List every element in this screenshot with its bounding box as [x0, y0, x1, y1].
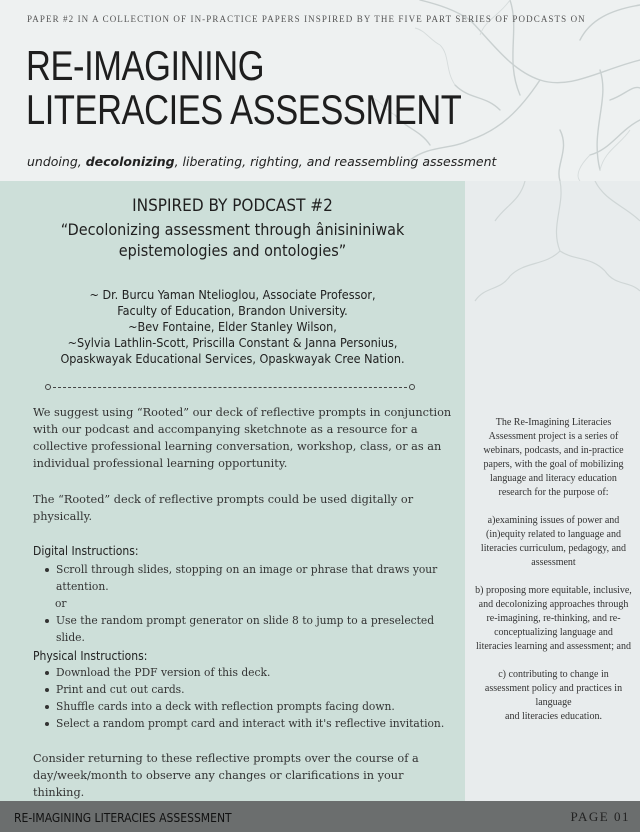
page-title: [26, 44, 461, 132]
author-line: ~Bev Fontaine, Elder Stanley Wilson,: [128, 319, 337, 334]
subtitle-bold: decolonizing: [85, 154, 175, 169]
project-description: [475, 416, 632, 738]
intro-paragraph: We suggest using “Rooted” our deck of reflective prompts in conjunction with our podcast and accompanying sketchnote as a resource for a collective professional learning conversation, workshop, class, or as an individual professional learning opportunity.: [33, 406, 452, 470]
closing-paragraph: Consider returning to these reflective prompts over the course of a day/week/month to observe any changes or clarifications in your thinking.: [33, 752, 419, 799]
project-goal-b: b) proposing more equitable, inclusive, and decolonizing approaches through re-imagining, re-thinking, and re-conceptualizing language and literacies learning and assessment; and: [475, 585, 632, 652]
title-line-2: LITERACIES ASSESSMENT: [26, 86, 462, 133]
digital-instructions-heading: Digital Instructions:: [33, 544, 139, 558]
subtitle-before: undoing,: [27, 154, 86, 169]
divider-end-dot-left: [45, 384, 51, 390]
inspired-by-heading: INSPIRED BY PODCAST #2: [132, 196, 333, 216]
dashed-divider: [48, 387, 412, 388]
authors-block: [0, 287, 465, 367]
series-description: PAPER #2 IN A COLLECTION OF IN-PRACTICE PAPERS INSPIRED BY THE FIVE PART SERIES OF PODCASTS ON: [27, 14, 586, 24]
list-item: Print and cut out cards.: [45, 681, 455, 698]
physical-instructions-list: [45, 664, 455, 732]
subtitle-after: , liberating, righting, and reassembling assessment: [174, 154, 497, 169]
divider-end-dot-right: [409, 384, 415, 390]
subtitle: [27, 154, 496, 169]
author-line: ~ Dr. Burcu Yaman Ntelioglou, Associate Professor,: [89, 287, 376, 302]
tree-branches-continuation: [465, 181, 640, 341]
author-line: ~Sylvia Lathlin-Scott, Priscilla Constant & Janna Personius,: [67, 335, 398, 350]
list-item: Select a random prompt card and interact with it's reflective invitation.: [45, 715, 455, 732]
podcast-title: [0, 219, 465, 261]
list-item: Scroll through slides, stopping on an image or phrase that draws your attention.: [45, 561, 455, 595]
project-intro: The Re-Imagining Literacies Assessment project is a series of webinars, podcasts, and in-practice papers, with the goal of mobilizing language and literacy education research for the purpose of:: [483, 417, 624, 498]
usage-paragraph: The “Rooted” deck of reflective prompts could be used digitally or physically.: [33, 493, 414, 523]
author-line: Faculty of Education, Brandon University.: [117, 303, 348, 318]
page-number: PAGE 01: [570, 809, 630, 824]
project-goal-c-line-2: and literacies education.: [505, 711, 602, 722]
author-line: Opaskwayak Educational Services, Opaskwayak Cree Nation.: [60, 351, 405, 366]
header-banner: [0, 0, 640, 181]
podcast-title-line-1: “Decolonizing assessment through ânisininiwak: [60, 220, 405, 239]
list-item: Use the random prompt generator on slide 8 to jump to a preselected slide.: [45, 612, 455, 646]
or-separator: or: [55, 597, 67, 610]
podcast-title-line-2: epistemologies and ontologies”: [118, 241, 347, 260]
project-goal-c: [475, 668, 632, 724]
footer-title: RE-IMAGINING LITERACIES ASSESSMENT: [14, 811, 232, 825]
title-line-1: RE-IMAGINING: [26, 42, 265, 89]
digital-instructions-list: [45, 561, 455, 646]
list-item: Download the PDF version of this deck.: [45, 664, 455, 681]
physical-instructions-heading: Physical Instructions:: [33, 649, 148, 663]
project-goal-a: a)examining issues of power and (in)equity related to language and literacies curriculum, pedagogy, and assessment: [480, 515, 627, 568]
project-goal-c-line-1: c) contributing to change in assessment policy and practices in language: [484, 669, 623, 708]
footer-bar: [0, 801, 640, 832]
list-item: Shuffle cards into a deck with reflection prompts facing down.: [45, 698, 455, 715]
